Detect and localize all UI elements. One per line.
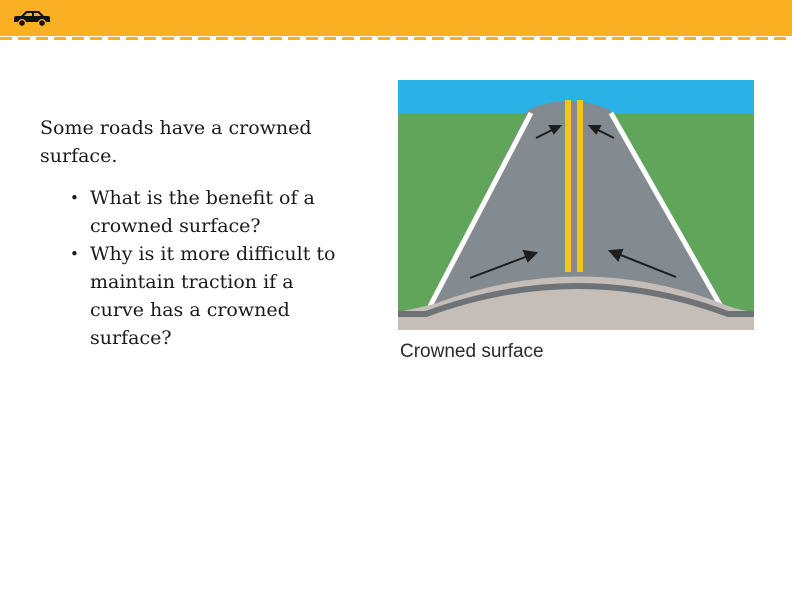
header-dashed-divider bbox=[0, 37, 792, 40]
car-icon bbox=[12, 9, 52, 27]
question-list bbox=[40, 184, 345, 352]
figure-caption: Crowned surface bbox=[400, 341, 544, 362]
crowned-road-illustration bbox=[398, 80, 754, 330]
question-item: • What is the benefit of a crowned surface? bbox=[90, 184, 345, 240]
slide-body bbox=[40, 114, 345, 352]
center-line bbox=[577, 100, 583, 272]
intro-text: Some roads have a crowned surface. bbox=[40, 117, 312, 167]
header-bar bbox=[0, 0, 792, 36]
center-line bbox=[565, 100, 571, 272]
question-item: • Why is it more difficult to maintain traction if a curve has a crowned surface? bbox=[90, 240, 345, 352]
